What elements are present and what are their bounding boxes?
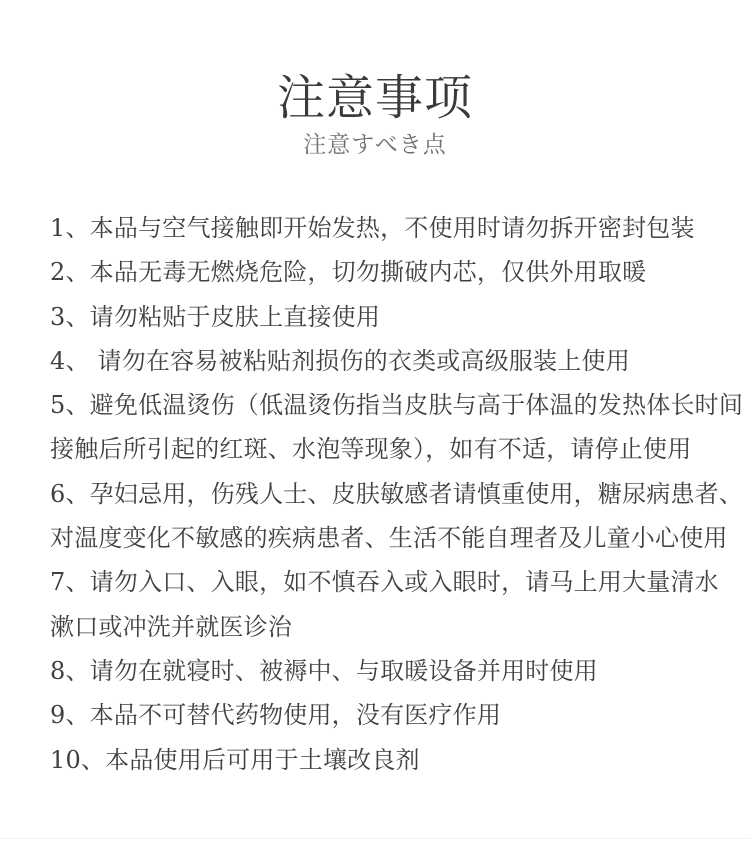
notes-list <box>50 206 744 782</box>
notes-line: 8、请勿在就寝时、被褥中、与取暖设备并用时使用 <box>50 656 598 685</box>
page-subtitle: 注意すべき点 <box>303 132 447 158</box>
bottom-divider <box>0 838 750 839</box>
notes-line: 6、孕妇忌用，伤残人士、皮肤敏感者请慎重使用，糖尿病患者、 <box>50 479 744 508</box>
notes-line: 接触后所引起的红斑、水泡等现象），如有不适，请停止使用 <box>50 435 692 464</box>
notes-line: 对温度变化不敏感的疾病患者、生活不能自理者及儿童小心使用 <box>50 524 728 553</box>
notes-line: 1、本品与空气接触即开始发热，不使用时请勿拆开密封包装 <box>50 214 695 242</box>
notes-line: 7、请勿入口、入眼，如不慎吞入或入眼时，请马上用大量清水 <box>50 568 719 597</box>
notes-line: 9、本品不可替代药物使用，没有医疗作用 <box>50 701 502 730</box>
notes-line: 2、本品无毒无燃烧危险，切勿撕破内芯，仅供外用取暖 <box>50 258 647 287</box>
notes-line: 10、本品使用后可用于土壤改良剂 <box>50 745 420 774</box>
page-title: 注意事项 <box>276 70 473 126</box>
notes-line: 3、请勿粘贴于皮肤上直接使用 <box>50 302 381 331</box>
notes-line: 4、 请勿在容易被粘贴剂损伤的衣类或高级服装上使用 <box>50 346 630 375</box>
notes-line: 5、避免低温烫伤（低温烫伤指当皮肤与高于体温的发热体长时间 <box>50 391 744 420</box>
notes-line: 漱口或冲洗并就医诊治 <box>50 612 292 641</box>
